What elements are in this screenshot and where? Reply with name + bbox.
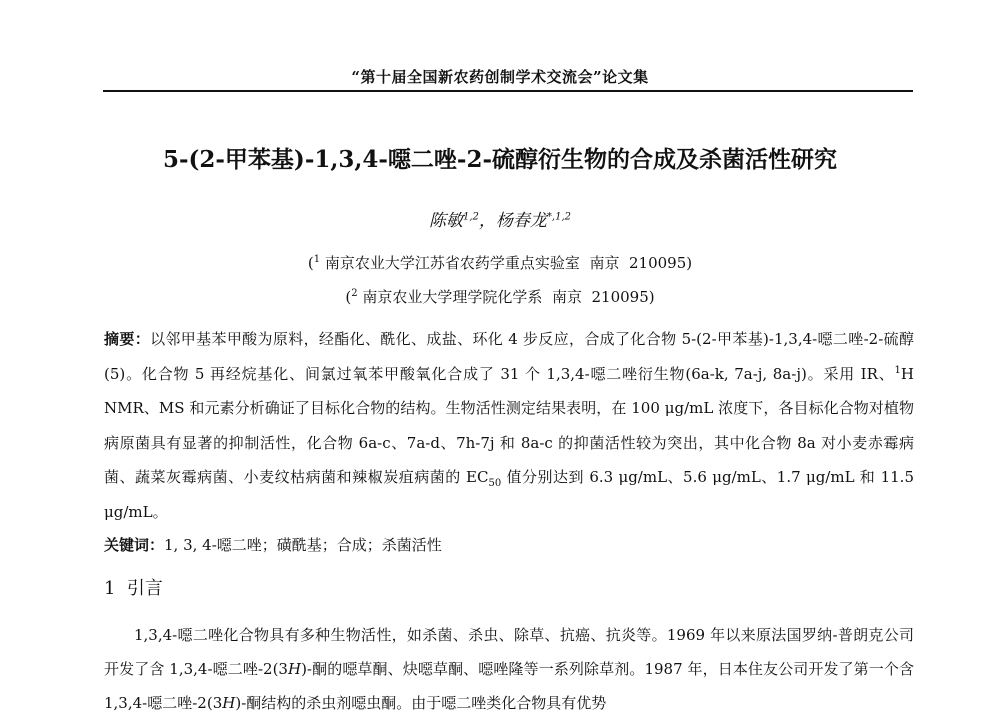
author-line (0, 206, 1000, 231)
keywords-text: 1, 3, 4-噁二唑；磺酰基；合成；杀菌活性 (164, 536, 442, 554)
intro-text: 1,3,4-噁二唑化合物具有多种生物活性，如杀菌、杀虫、除草、抗癌、抗炎等。1969 年以来原法国罗纳-普朗克公司开发了含 1,3,4-噁二唑-2(3 (104, 626, 914, 678)
italic-h: H (222, 694, 236, 712)
intro-text: )-酮结构的杀虫剂噁虫酮。由于噁二唑类化合物具有优势 (235, 694, 607, 712)
keywords-label: 关键词： (104, 536, 165, 554)
italic-h: H (287, 660, 302, 678)
header-rule (103, 90, 913, 92)
keywords (104, 530, 914, 560)
running-header: “第十届全国新农药创制学术交流会”论文集 (351, 68, 649, 86)
nmr-superscript: 1 (894, 364, 901, 376)
author-name: 杨春龙 (495, 211, 547, 231)
intro-paragraph (104, 618, 914, 720)
abstract (104, 322, 914, 529)
abstract-text: 值分别达到 6.3 μg/mL、5.6 μg/mL、1.7 μg/mL 和 11.5 μg/mL。 (104, 468, 914, 521)
paper-title: 5-(2-甲苯基)-1,3,4-噁二唑-2-硫醇衍生物的合成及杀菌活性研究 (162, 146, 838, 173)
affiliation-mark: 1 (313, 254, 321, 265)
author-separator: ， (478, 211, 496, 231)
affiliation-text: 南京农业大学理学院化学系 南京 210095 (362, 288, 649, 306)
author-affiliation-mark: 1,2 (463, 211, 479, 223)
affiliation-2: ($^2$ 南京农业大学理学院化学系 南京 210095) (345, 288, 655, 306)
section-heading: 1 引言 (104, 578, 163, 599)
ec-subscript: 50 (488, 478, 502, 489)
intro-text: )-酮的噁草酮、炔噁草酮、噁唑隆等一系列除草剂。1987 年，日本住友公司开发了第一个含 1,3,4-噁二唑-2(3 (104, 660, 914, 712)
author-name: 陈敏 (429, 211, 463, 231)
author-affiliation-mark: *,1,2 (546, 211, 571, 223)
abstract-label: 摘要： (104, 330, 151, 348)
affiliation-1: ($^1$ 南京农业大学江苏省农药学重点实验室 南京 210095) (307, 254, 693, 272)
affiliation-text: 南京农业大学江苏省农药学重点实验室 南京 210095 (324, 254, 687, 272)
abstract-text: 以邻甲基苯甲酸为原料，经酯化、酰化、成盐、环化 4 步反应，合成了化合物 5-(2-甲苯基)-1,3,4-噁二唑-2-硫醇(5)。化合物 5 再经烷基化、间氯过氧苯甲酸氧化合成了 31 个 1,3,4-噁二唑衍生物(6a-k, 7a-j, 8a-j)。采用 IR、 (104, 330, 914, 383)
affiliation-mark: 2 (351, 288, 358, 299)
abstract-text: H NMR、MS 和元素分析确证了目标化合物的结构。生物活性测定结果表明，在 100 μg/mL 浓度下，各目标化合物对植物病原菌具有显著的抑制活性，化合物 6a-c、7a-d、7h-7j 和 8a-c 的抑菌活性较为突出，其中化合物 8a 对小麦赤霉病菌、蔬菜灰霉病菌、小麦纹枯病菌和辣椒炭疽病菌的 EC (104, 364, 914, 486)
